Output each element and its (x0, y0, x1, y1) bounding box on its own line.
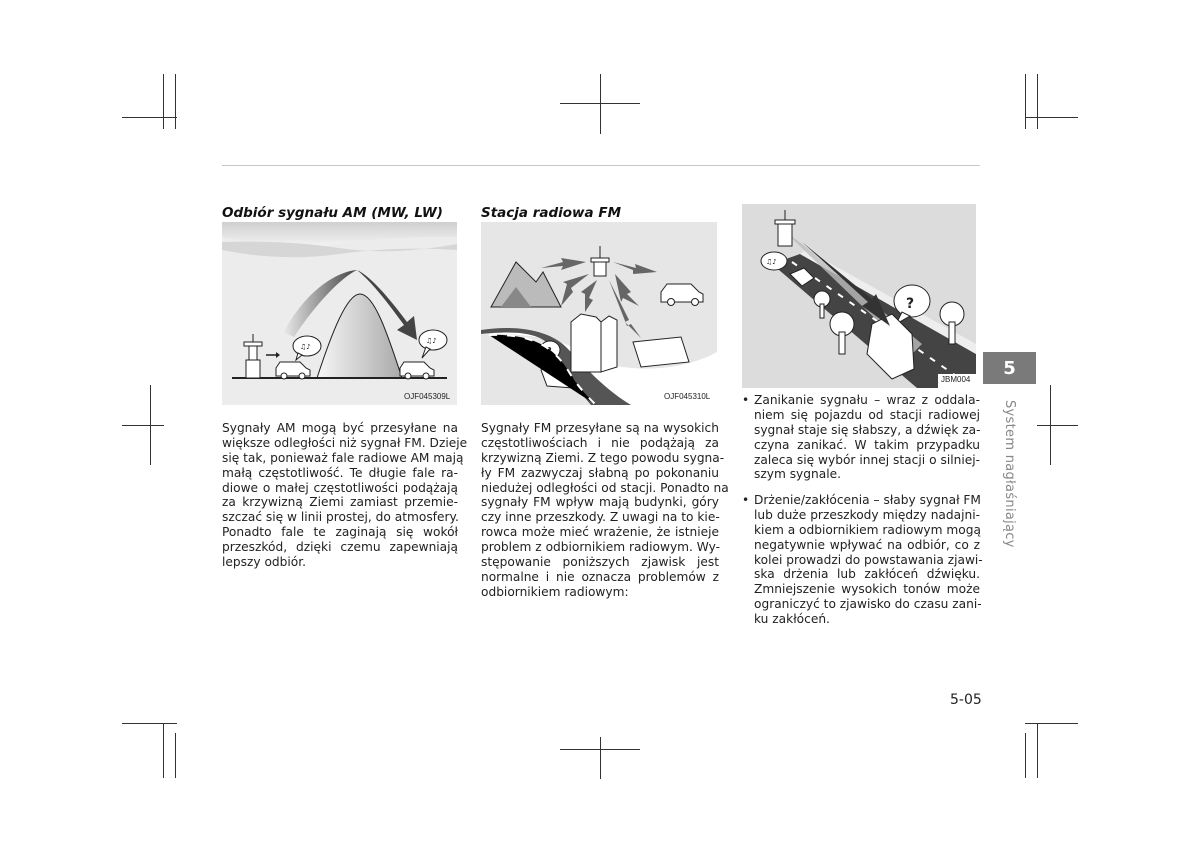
bullet-line: ku zakłóceń. (754, 612, 830, 627)
fm-line: sygnały FM wpływ mają budynki, góry (481, 495, 719, 510)
jbm-question-mark: ? (906, 296, 915, 312)
crop-mark-br-h (1025, 723, 1078, 724)
am-line: większe odległości niż sygnał FM. Dzieje (222, 435, 468, 450)
bullet-line: Zanikanie sygnału – wraz z oddala- (754, 393, 980, 407)
crop-mark-tr-v (1025, 74, 1026, 129)
crop-mark-tr-v2 (1037, 74, 1038, 129)
bullet-dot: • (742, 393, 750, 407)
page-number: 5-05 (950, 692, 982, 708)
fm-figure-caption: OJF045310L (664, 392, 711, 401)
bullet-line: ska drżenia lub zakłóceń dźwięku. (754, 567, 980, 582)
crop-mark-tl-h (122, 117, 177, 118)
am-heading: Odbiór sygnału AM (MW, LW) (222, 205, 443, 221)
bullet-line: kolei prowadzi do powstawania zjawi- (754, 552, 983, 567)
fm-line: ły FM zazwyczaj słabną po pokonaniu (481, 465, 719, 480)
bullet-line: szym sygnale. (754, 467, 841, 482)
bullet-line: Zmniejszenie wysokich tonów może (754, 582, 980, 597)
signal-fade-figure (742, 204, 976, 388)
svg-text:♫♪: ♫♪ (766, 258, 777, 266)
crop-mark-tl-v2 (175, 74, 176, 129)
bullet-line: negatywnie wpływać na odbiór, co z (754, 537, 980, 552)
bullet-item (742, 493, 983, 627)
bullet-line: Drżenie/zakłócenia – słaby sygnał FM (754, 493, 981, 507)
crop-mark-bl-v2 (175, 733, 176, 778)
am-line: przeszkód, dzięki czemu zapewniają (222, 540, 458, 555)
fm-line: częstotliwościach i nie podążają za (481, 435, 719, 450)
crop-mark-bl-h (122, 723, 177, 724)
bullet-item (742, 393, 981, 482)
am-line: Sygnały AM mogą być przesyłane na (222, 421, 458, 435)
am-line: za krzywizną Ziemi zamiast przemie- (222, 495, 458, 510)
chapter-side-label: System nagłaśniający (1002, 400, 1017, 548)
svg-text:♫♪: ♫♪ (426, 337, 437, 345)
fm-line: krzywizną Ziemi. Z tego powodu sygna- (481, 450, 725, 465)
crop-mark-br-v (1025, 733, 1026, 778)
fm-heading: Stacja radiowa FM (481, 205, 621, 221)
am-line: się tak, ponieważ fale radiowe AM mają (222, 450, 464, 465)
bullet-dot: • (742, 493, 750, 507)
fm-line: normalne i nie oznacza problemów z (481, 569, 719, 584)
bullet-line: sygnał staje się słabszy, a dźwięk za- (754, 422, 981, 437)
right-figure-caption: JBM004 (941, 375, 971, 384)
am-line: diowe o małej częstotliwości podążają (222, 480, 458, 495)
crop-mark-tc-v (600, 74, 601, 134)
am-figure (222, 222, 457, 405)
fm-line: stępowanie poniższych zjawisk jest (481, 555, 719, 570)
crop-mark-br-v2 (1037, 723, 1038, 778)
fm-line: niedużej odległości od stacji. Ponadto na (481, 480, 729, 495)
fm-figure (481, 222, 717, 405)
fm-line: rowca może mieć wrażenie, że istnieje (481, 525, 719, 540)
crop-mark-tc-h (560, 103, 640, 104)
bullet-line: niem się pojazdu od stacji radiowej (754, 407, 980, 422)
crop-mark-mr-h (1037, 425, 1078, 426)
fm-line: czy inne przeszkody. Z uwagi na to kie- (481, 510, 720, 525)
crop-mark-tr-h (1025, 117, 1078, 118)
am-line: Ponadto fale te zaginają się wokół (222, 525, 458, 540)
header-rule (222, 165, 980, 166)
am-line: lepszy odbiór. (222, 555, 306, 570)
crop-mark-ml-h (122, 425, 164, 426)
am-figure-caption: OJF045309L (404, 392, 451, 401)
crop-mark-bl-v (163, 723, 164, 778)
fm-line: Sygnały FM przesyłane są na wysokich (481, 421, 719, 435)
bullet-line: kiem a odbiornikiem radiowym mogą (754, 522, 981, 537)
bullet-line: lub duże przeszkody między nadajni- (754, 507, 980, 522)
crop-mark-tl-v (163, 74, 164, 129)
bullet-line: zaleca się wybór innej stacji o silniej- (754, 452, 980, 467)
crop-mark-bc-h (560, 749, 640, 750)
am-line: szczać się w linii prostej, do atmosfery. (222, 510, 459, 525)
bullet-line: czyna zanikać. W takim przypadku (754, 437, 980, 452)
crop-mark-bc-v (600, 737, 601, 779)
svg-text:♫♪: ♫♪ (300, 343, 311, 351)
fm-line: problem z odbiornikiem radiowym. Wy- (481, 540, 721, 555)
am-line: małą częstotliwość. Te długie fale ra- (222, 465, 458, 480)
fm-paragraph (481, 421, 729, 600)
am-paragraph (222, 421, 468, 570)
chapter-tab: 5 (983, 352, 1036, 384)
bullet-line: ograniczyć to zjawisko do czasu zani- (754, 597, 982, 612)
fm-line: odbiornikiem radiowym: (481, 584, 629, 599)
